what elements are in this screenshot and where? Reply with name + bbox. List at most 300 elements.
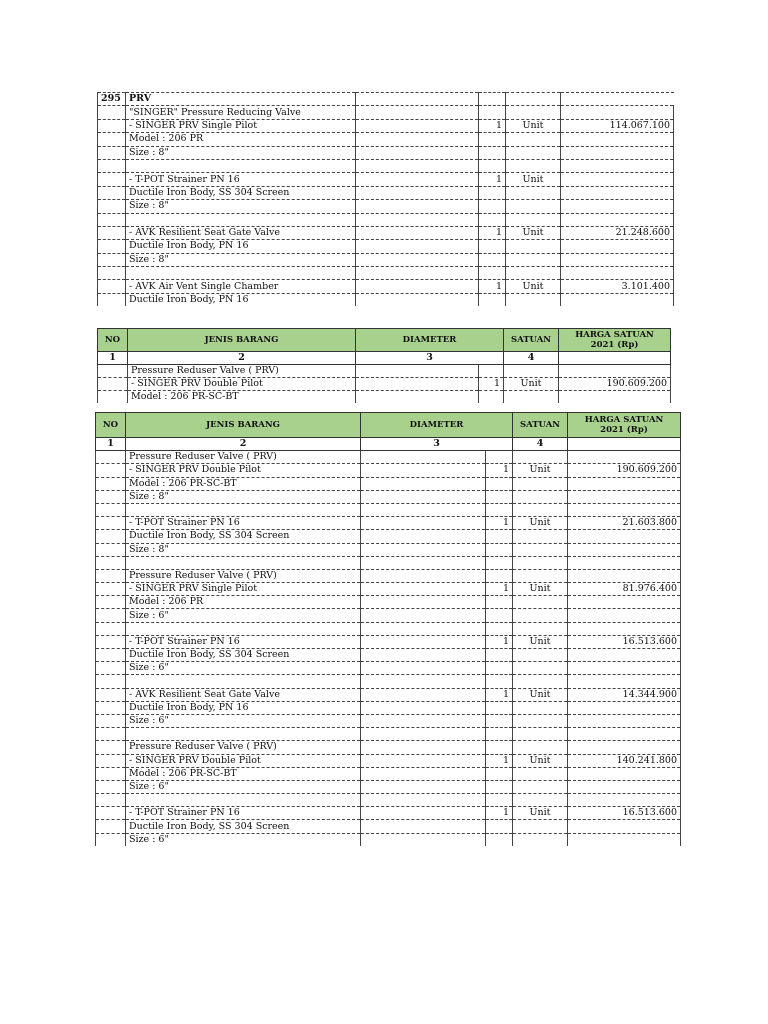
row-price [568, 701, 681, 714]
row-price [561, 133, 674, 146]
row-description [126, 267, 356, 280]
table-row [96, 583, 681, 596]
row-diameter [361, 490, 486, 503]
row-diameter [356, 253, 479, 266]
row-price: 21.603.800 [568, 517, 681, 530]
row-diameter [361, 754, 486, 767]
row-price: 114.067.100 [561, 119, 674, 132]
table-row [98, 253, 674, 266]
table-row [98, 159, 674, 172]
row-diameter [361, 635, 486, 648]
row-description: - T-POT Strainer PN 16 [126, 807, 361, 820]
row-price [561, 267, 674, 280]
row-quantity [479, 186, 506, 199]
row-description: Pressure Reduser Valve ( PRV) [128, 365, 356, 378]
header-diameter: DIAMETER [361, 413, 513, 438]
header-jenis-barang: JENIS BARANG [126, 413, 361, 438]
index-1: 1 [96, 438, 126, 451]
row-quantity [486, 728, 513, 741]
row-diameter [361, 451, 486, 464]
table-row [98, 186, 674, 199]
row-no [98, 267, 126, 280]
row-diameter [361, 767, 486, 780]
row-quantity: 1 [479, 280, 506, 293]
row-unit [513, 569, 568, 582]
row-price [568, 556, 681, 569]
row-no [96, 820, 126, 833]
row-no [96, 583, 126, 596]
table-row [98, 280, 674, 293]
row-no [98, 378, 128, 391]
row-description: "SINGER" Pressure Reducing Valve [126, 106, 356, 119]
row-price [561, 200, 674, 213]
row-quantity [479, 391, 504, 404]
row-unit [506, 133, 561, 146]
index-2: 2 [126, 438, 361, 451]
row-diameter [356, 365, 479, 378]
row-quantity [486, 794, 513, 807]
row-description: Model : 206 PR [126, 133, 356, 146]
row-description: Size : 8" [126, 200, 356, 213]
row-unit: Unit [513, 583, 568, 596]
table-row [98, 365, 671, 378]
row-no [96, 701, 126, 714]
table-row [98, 226, 674, 239]
row-unit: Unit [513, 807, 568, 820]
row-description: Ductile Iron Body, SS 304 Screen [126, 820, 361, 833]
row-description: Size : 8" [126, 490, 361, 503]
row-quantity [479, 267, 506, 280]
row-no [98, 173, 126, 186]
row-diameter [361, 543, 486, 556]
table-header-row [96, 413, 681, 438]
index-2: 2 [128, 352, 356, 365]
row-quantity: 1 [486, 754, 513, 767]
row-price: 81.976.400 [568, 583, 681, 596]
row-unit [506, 293, 561, 306]
row-no [98, 200, 126, 213]
row-description: Pressure Reduser Valve ( PRV) [126, 741, 361, 754]
table-row [96, 820, 681, 833]
row-unit [513, 767, 568, 780]
row-unit [513, 649, 568, 662]
row-diameter [361, 609, 486, 622]
row-description: Ductile Iron Body, SS 304 Screen [126, 649, 361, 662]
table-row [96, 517, 681, 530]
table-row [96, 464, 681, 477]
row-unit [513, 490, 568, 503]
table-row [98, 267, 674, 280]
row-price [559, 365, 671, 378]
row-price [568, 490, 681, 503]
row-diameter [356, 146, 479, 159]
row-unit: Unit [506, 173, 561, 186]
table-row [98, 213, 674, 226]
table-row [98, 240, 674, 253]
row-no [98, 240, 126, 253]
row-quantity [479, 159, 506, 172]
row-diameter [356, 293, 479, 306]
row-quantity [486, 490, 513, 503]
row-description: - SINGER PRV Double Pilot [126, 754, 361, 767]
table-row [96, 649, 681, 662]
row-unit [513, 556, 568, 569]
row-price [561, 106, 674, 119]
row-price [568, 675, 681, 688]
row-no [96, 728, 126, 741]
row-diameter [356, 200, 479, 213]
table-row [96, 530, 681, 543]
row-no [98, 213, 126, 226]
row-price [561, 293, 674, 306]
table-row [96, 767, 681, 780]
row-diameter [356, 159, 479, 172]
row-description: - T-POT Strainer PN 16 [126, 517, 361, 530]
row-description [126, 503, 361, 516]
row-diameter [356, 119, 479, 132]
row-diameter [356, 106, 479, 119]
row-price [568, 833, 681, 846]
row-description: Model : 206 PR-SC-BT [126, 477, 361, 490]
index-4: 4 [504, 352, 559, 365]
table-row [98, 378, 671, 391]
row-unit: Unit [506, 226, 561, 239]
row-quantity [486, 701, 513, 714]
row-price [561, 159, 674, 172]
row-description [126, 159, 356, 172]
table-row [98, 93, 674, 106]
row-quantity [479, 293, 506, 306]
row-unit [513, 714, 568, 727]
row-description: Ductile Iron Body, PN 16 [126, 701, 361, 714]
table-row [98, 293, 674, 306]
row-price [568, 503, 681, 516]
index-3: 3 [361, 438, 513, 451]
row-quantity: 1 [486, 464, 513, 477]
row-unit [513, 451, 568, 464]
row-diameter [361, 662, 486, 675]
table-row [96, 477, 681, 490]
row-description [126, 622, 361, 635]
table-row [96, 556, 681, 569]
row-diameter [361, 583, 486, 596]
row-diameter [361, 596, 486, 609]
row-diameter [361, 820, 486, 833]
table-row [96, 780, 681, 793]
row-unit [513, 741, 568, 754]
row-diameter [361, 649, 486, 662]
row-description: - SINGER PRV Double Pilot [126, 464, 361, 477]
row-quantity [486, 662, 513, 675]
row-quantity: 1 [486, 583, 513, 596]
row-diameter [361, 503, 486, 516]
row-description: Pressure Reduser Valve ( PRV) [126, 451, 361, 464]
item-number: 295 [98, 93, 126, 106]
prv-table-bottom [95, 412, 681, 846]
row-unit [506, 253, 561, 266]
row-no [96, 609, 126, 622]
row-no [98, 226, 126, 239]
row-diameter [356, 226, 479, 239]
row-price [568, 609, 681, 622]
row-quantity: 1 [486, 807, 513, 820]
table-row [96, 622, 681, 635]
row-quantity [486, 569, 513, 582]
row-diameter [356, 267, 479, 280]
row-no [96, 688, 126, 701]
table-row [98, 133, 674, 146]
row-diameter [361, 807, 486, 820]
header-harga-line2: 2021 (Rp) [590, 340, 639, 350]
row-price: 14.344.900 [568, 688, 681, 701]
row-unit [513, 530, 568, 543]
row-unit [513, 728, 568, 741]
table-row [96, 451, 681, 464]
row-price [561, 173, 674, 186]
row-unit: Unit [506, 280, 561, 293]
row-quantity [479, 106, 506, 119]
row-description: Ductile Iron Body, PN 16 [126, 293, 356, 306]
row-no [98, 159, 126, 172]
row-description: Size : 8" [126, 146, 356, 159]
row-diameter [356, 391, 479, 404]
row-no [96, 714, 126, 727]
row-diameter [361, 701, 486, 714]
row-no [98, 133, 126, 146]
row-unit [513, 596, 568, 609]
row-no [96, 635, 126, 648]
row-quantity: 1 [479, 378, 504, 391]
row-price [559, 391, 671, 404]
header-diameter: DIAMETER [356, 329, 504, 352]
index-4: 4 [513, 438, 568, 451]
row-no [96, 543, 126, 556]
table-header-row [98, 329, 671, 352]
row-price [568, 569, 681, 582]
row-quantity [486, 451, 513, 464]
row-description: Model : 206 PR-SC-BT [126, 767, 361, 780]
table-row [96, 807, 681, 820]
row-description: Model : 206 PR [126, 596, 361, 609]
row-unit [513, 780, 568, 793]
header-harga-satuan [559, 329, 671, 352]
row-quantity: 1 [479, 226, 506, 239]
table-row [96, 741, 681, 754]
row-description [126, 213, 356, 226]
row-description: Model : 206 PR-SC-BT [128, 391, 356, 404]
row-no [98, 106, 126, 119]
row-quantity: 1 [486, 688, 513, 701]
row-no [96, 754, 126, 767]
row-diameter [356, 186, 479, 199]
row-no [98, 391, 128, 404]
column-index-row [96, 438, 681, 451]
row-quantity [486, 675, 513, 688]
row-unit [513, 503, 568, 516]
row-unit [506, 200, 561, 213]
row-no [98, 365, 128, 378]
row-diameter [361, 833, 486, 846]
table-row [96, 609, 681, 622]
row-description: - T-POT Strainer PN 16 [126, 173, 356, 186]
row-price [568, 820, 681, 833]
row-no [98, 293, 126, 306]
row-no [96, 649, 126, 662]
row-description: Size : 6" [126, 662, 361, 675]
row-unit [513, 609, 568, 622]
row-no [96, 675, 126, 688]
row-unit [504, 365, 559, 378]
row-description: Ductile Iron Body, PN 16 [126, 240, 356, 253]
table-row [98, 200, 674, 213]
row-no [96, 503, 126, 516]
row-diameter [361, 794, 486, 807]
header-harga-line1: HARGA SATUAN [584, 415, 664, 425]
row-price [568, 741, 681, 754]
row-diameter [356, 133, 479, 146]
row-description: Size : 6" [126, 609, 361, 622]
row-price [561, 253, 674, 266]
header-harga-satuan [568, 413, 681, 438]
table-row [98, 119, 674, 132]
row-unit: Unit [506, 119, 561, 132]
row-unit: Unit [513, 688, 568, 701]
row-no [96, 767, 126, 780]
row-no [96, 780, 126, 793]
row-price: 3.101.400 [561, 280, 674, 293]
row-unit [513, 543, 568, 556]
row-quantity [486, 622, 513, 635]
row-no [96, 569, 126, 582]
row-description: - SINGER PRV Single Pilot [126, 119, 356, 132]
table-row [96, 490, 681, 503]
row-unit: Unit [513, 635, 568, 648]
row-description: - SINGER PRV Double Pilot [128, 378, 356, 391]
prv-table-top [97, 92, 674, 306]
row-description [126, 794, 361, 807]
row-unit [513, 701, 568, 714]
table-row [96, 701, 681, 714]
column-index-row [98, 352, 671, 365]
row-unit [513, 833, 568, 846]
row-quantity [479, 133, 506, 146]
row-quantity [479, 146, 506, 159]
row-diameter [361, 530, 486, 543]
row-unit: Unit [513, 517, 568, 530]
row-price [561, 240, 674, 253]
table-row [96, 503, 681, 516]
table-row [96, 675, 681, 688]
row-diameter [361, 688, 486, 701]
row-price: 190.609.200 [568, 464, 681, 477]
table-row [96, 794, 681, 807]
row-quantity [479, 200, 506, 213]
table-row [98, 106, 674, 119]
row-diameter [356, 173, 479, 186]
header-satuan: SATUAN [513, 413, 568, 438]
row-price [568, 649, 681, 662]
row-unit [506, 186, 561, 199]
row-diameter [356, 213, 479, 226]
row-description: - AVK Resilient Seat Gate Valve [126, 688, 361, 701]
row-no [96, 741, 126, 754]
table-row [96, 596, 681, 609]
row-price [568, 543, 681, 556]
row-description: Size : 8" [126, 543, 361, 556]
row-no [96, 807, 126, 820]
row-diameter [356, 240, 479, 253]
table-row [96, 569, 681, 582]
row-quantity [486, 767, 513, 780]
index-1: 1 [98, 352, 128, 365]
header-satuan: SATUAN [504, 329, 559, 352]
table-row [96, 543, 681, 556]
header-no: NO [96, 413, 126, 438]
row-quantity [486, 530, 513, 543]
row-quantity: 1 [486, 517, 513, 530]
row-price [568, 530, 681, 543]
row-quantity: 1 [486, 635, 513, 648]
row-unit [513, 675, 568, 688]
row-no [96, 556, 126, 569]
row-description: Size : 6" [126, 833, 361, 846]
row-unit [506, 159, 561, 172]
table-row [96, 833, 681, 846]
row-diameter [361, 675, 486, 688]
row-description: - T-POT Strainer PN 16 [126, 635, 361, 648]
row-unit [504, 391, 559, 404]
row-price [568, 662, 681, 675]
row-no [96, 622, 126, 635]
row-diameter [361, 741, 486, 754]
prv-table-bottom-body [96, 451, 681, 846]
row-price [568, 794, 681, 807]
row-quantity [486, 503, 513, 516]
row-price [568, 728, 681, 741]
row-diameter [361, 780, 486, 793]
table-row [96, 635, 681, 648]
row-quantity [486, 741, 513, 754]
table-row [98, 173, 674, 186]
row-description: Ductile Iron Body, SS 304 Screen [126, 186, 356, 199]
row-description: - AVK Resilient Seat Gate Valve [126, 226, 356, 239]
row-unit [506, 240, 561, 253]
row-description: Ductile Iron Body, SS 304 Screen [126, 530, 361, 543]
row-price: 16.513.600 [568, 635, 681, 648]
row-quantity [486, 649, 513, 662]
row-quantity: 1 [479, 173, 506, 186]
table-row [96, 754, 681, 767]
table-row [98, 146, 674, 159]
row-no [98, 253, 126, 266]
row-quantity [486, 556, 513, 569]
row-description: Size : 8" [126, 253, 356, 266]
row-description [126, 675, 361, 688]
row-unit: Unit [504, 378, 559, 391]
row-description: Size : 6" [126, 780, 361, 793]
row-no [96, 451, 126, 464]
row-unit [513, 477, 568, 490]
row-diameter [356, 378, 479, 391]
row-quantity [486, 780, 513, 793]
row-no [98, 146, 126, 159]
row-price [568, 596, 681, 609]
row-unit [506, 146, 561, 159]
row-quantity [486, 596, 513, 609]
row-unit [506, 267, 561, 280]
row-no [98, 119, 126, 132]
row-price: 16.513.600 [568, 807, 681, 820]
